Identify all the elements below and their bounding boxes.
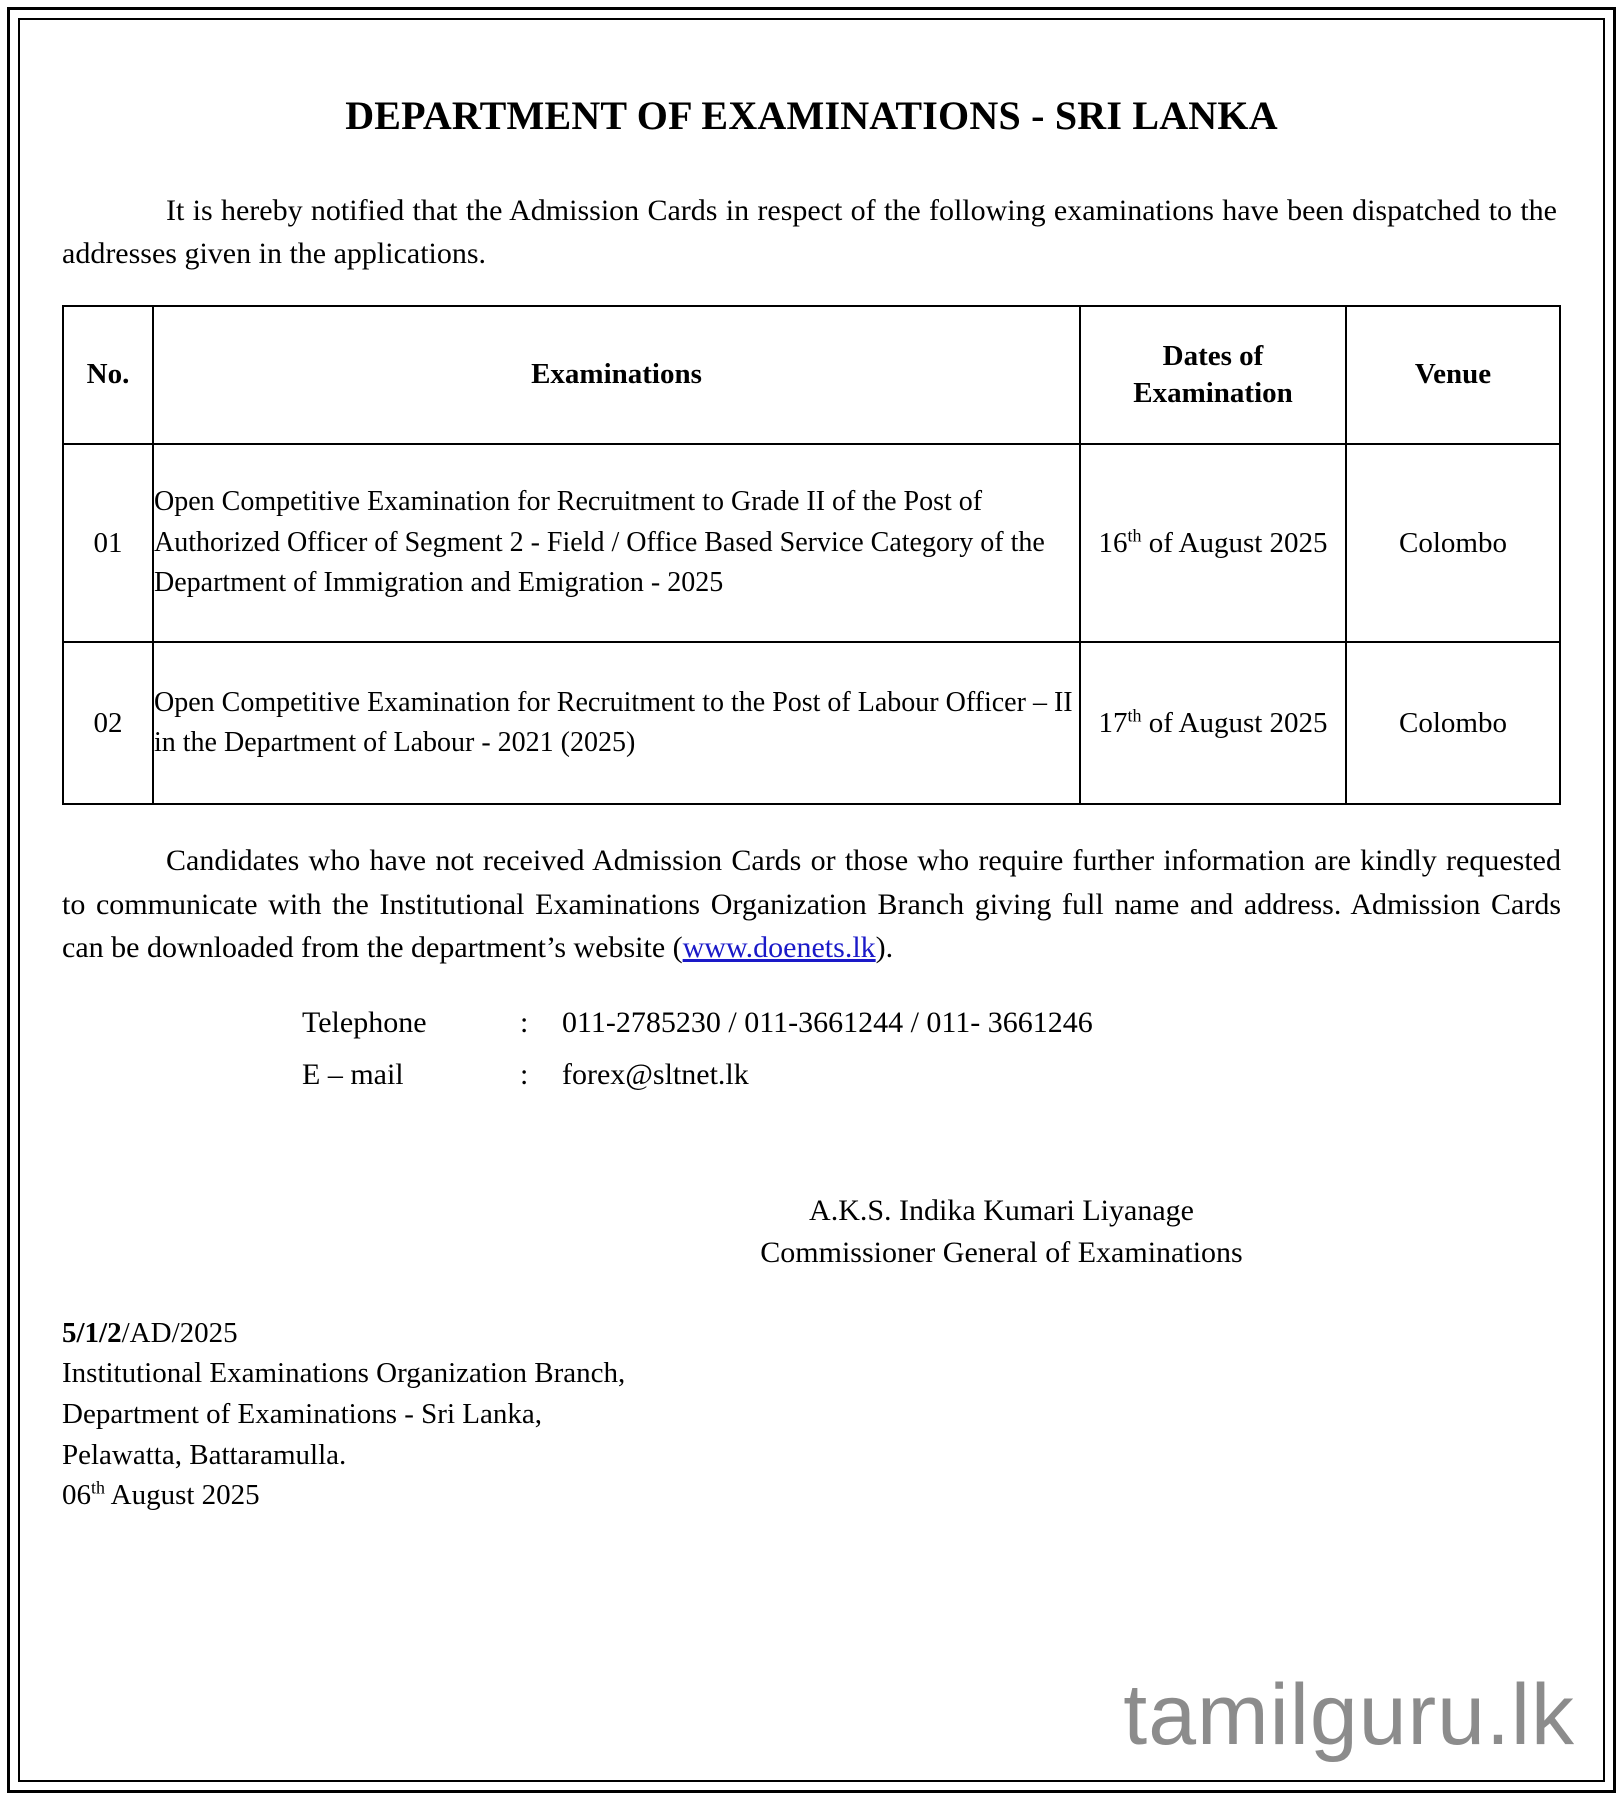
footer-date-rest: August 2025 xyxy=(104,1479,260,1512)
date-rest: of August 2025 xyxy=(1141,706,1328,739)
telephone-colon: : xyxy=(520,1005,529,1039)
date-suffix: th xyxy=(1127,524,1142,545)
reference-number-rest: /AD/2025 xyxy=(121,1316,238,1349)
cell-row-number: 02 xyxy=(63,642,153,804)
cell-examination-date xyxy=(1080,444,1346,642)
table-body xyxy=(63,444,1560,804)
table-row xyxy=(63,444,1560,642)
column-header-venue: Venue xyxy=(1346,306,1560,444)
telephone-row xyxy=(302,1005,1561,1039)
cell-examination-date xyxy=(1080,642,1346,804)
examinations-table xyxy=(62,305,1561,805)
footer-branch: Institutional Examinations Organization Branch, xyxy=(62,1357,626,1390)
signatory-name: A.K.S. Indika Kumari Liyanage xyxy=(809,1193,1194,1227)
email-colon: : xyxy=(520,1057,529,1091)
table-row xyxy=(63,642,1560,804)
footer-address-block xyxy=(62,1313,1561,1516)
footer-date xyxy=(62,1475,1561,1516)
column-header-dates: Dates of Examination xyxy=(1080,306,1346,444)
table-header xyxy=(63,306,1560,444)
reference-number-bold: 5/1/2 xyxy=(62,1316,122,1349)
table-header-row xyxy=(63,306,1560,444)
email-value: forex@sltnet.lk xyxy=(562,1057,749,1091)
signature-block xyxy=(62,1190,1561,1275)
document-content xyxy=(36,36,1587,1764)
cell-row-number: 01 xyxy=(63,444,153,642)
date-day: 17 xyxy=(1098,706,1128,739)
telephone-value: 011-2785230 / 011-3661244 / 011- 3661246 xyxy=(562,1005,1093,1039)
cell-examination-name: Open Competitive Examination for Recruitment to the Post of Labour Officer – II in the Department of Labour - 2021 (2025) xyxy=(153,642,1080,804)
cell-venue: Colombo xyxy=(1346,444,1560,642)
doenets-website-link[interactable]: www.doenets.lk xyxy=(682,931,876,965)
signatory-designation: Commissioner General of Examinations xyxy=(760,1236,1243,1270)
email-label: E – mail xyxy=(302,1057,404,1091)
contact-details xyxy=(62,1005,1561,1091)
column-header-examinations: Examinations xyxy=(153,306,1080,444)
watermark: tamilguru.lk xyxy=(1123,1667,1575,1763)
instructions-text-before-link: Candidates who have not received Admission Cards or those who require further information are kindly requested to communicate with the Institutional Examinations Organization Branch giving full name and address. Admission Cards can be downloaded from the department’s website ( xyxy=(62,844,1561,965)
instructions-text-after-link: ). xyxy=(875,931,894,965)
column-header-no: No. xyxy=(63,306,153,444)
date-day: 16 xyxy=(1098,526,1128,559)
cell-examination-name: Open Competitive Examination for Recruitment to Grade II of the Post of Authorized Officer of Segment 2 - Field / Office Based Service Category of the Department of Immigration and Emigration - 2025 xyxy=(153,444,1080,642)
footer-department: Department of Examinations - Sri Lanka, xyxy=(62,1398,542,1431)
date-rest: of August 2025 xyxy=(1141,526,1328,559)
footer-date-day: 06 xyxy=(62,1479,91,1512)
intro-paragraph: It is hereby notified that the Admission Cards in respect of the following examinations have been dispatched to the addresses given in the applications. xyxy=(62,194,1557,270)
footer-date-suffix: th xyxy=(91,1477,105,1498)
telephone-label: Telephone xyxy=(302,1005,427,1039)
email-row xyxy=(302,1057,1561,1091)
page-title: DEPARTMENT OF EXAMINATIONS - SRI LANKA xyxy=(345,93,1278,138)
footer-address: Pelawatta, Battaramulla. xyxy=(62,1438,347,1471)
date-suffix: th xyxy=(1127,704,1142,725)
cell-venue: Colombo xyxy=(1346,642,1560,804)
reference-number xyxy=(62,1313,1561,1354)
instructions-paragraph xyxy=(62,839,1561,970)
